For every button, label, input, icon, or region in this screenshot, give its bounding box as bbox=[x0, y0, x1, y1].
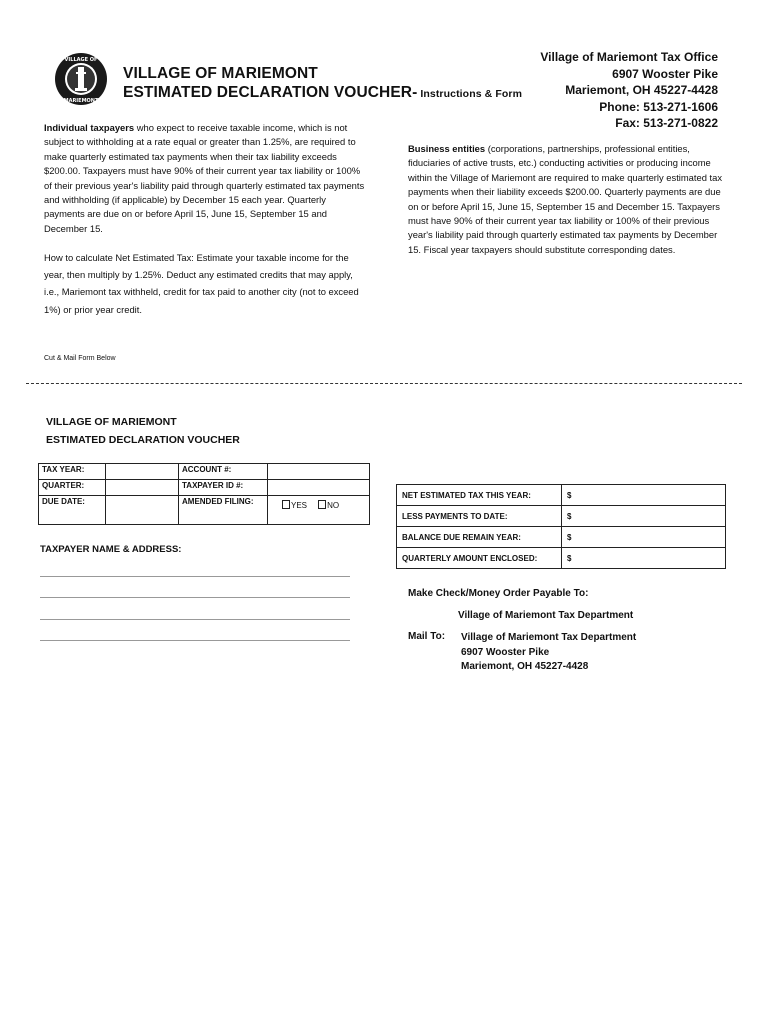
amended-filing-label: AMENDED FILING: bbox=[179, 496, 268, 525]
taxpayer-id-field[interactable] bbox=[268, 480, 370, 496]
document-title bbox=[123, 64, 522, 104]
village-seal-logo bbox=[54, 52, 108, 106]
amount-row-value[interactable]: $ bbox=[562, 485, 726, 506]
mail-line-3: Mariemont, OH 45227-4428 bbox=[461, 661, 589, 672]
mail-to-address bbox=[461, 631, 636, 675]
amounts-table bbox=[396, 484, 726, 569]
address-line-3[interactable] bbox=[40, 619, 350, 620]
address-line-2[interactable] bbox=[40, 597, 350, 598]
no-checkbox[interactable] bbox=[318, 500, 326, 509]
individual-taxpayers-paragraph bbox=[44, 121, 366, 236]
voucher-info-table bbox=[38, 463, 370, 525]
office-phone: Phone: 513-271-1606 bbox=[599, 99, 718, 114]
voucher-title-1: VILLAGE OF MARIEMONT bbox=[46, 416, 177, 428]
office-fax: Fax: 513-271-0822 bbox=[615, 116, 718, 130]
individual-lead: Individual taxpayers bbox=[44, 122, 135, 133]
title-subtitle: Instructions & Form bbox=[417, 88, 523, 100]
amount-row-label: QUARTERLY AMOUNT ENCLOSED: bbox=[397, 548, 562, 569]
tax-office-address bbox=[540, 49, 718, 132]
office-city: Mariemont, OH 45227-4428 bbox=[565, 83, 718, 97]
amount-row-label: LESS PAYMENTS TO DATE: bbox=[397, 506, 562, 527]
tax-year-field[interactable] bbox=[106, 464, 179, 480]
business-lead: Business entities bbox=[408, 143, 486, 154]
quarter-field[interactable] bbox=[106, 480, 179, 496]
cut-line bbox=[26, 383, 742, 384]
svg-text:VILLAGE OF: VILLAGE OF bbox=[64, 57, 98, 63]
voucher-title-2: ESTIMATED DECLARATION VOUCHER bbox=[46, 434, 240, 446]
address-line-4[interactable] bbox=[40, 640, 350, 641]
business-entities-paragraph bbox=[408, 142, 726, 257]
office-name: Village of Mariemont Tax Office bbox=[540, 50, 718, 64]
mail-to-label: Mail To: bbox=[408, 631, 446, 642]
title-line-2: ESTIMATED DECLARATION VOUCHER- Instructions & Form bbox=[123, 84, 523, 101]
address-line-1[interactable] bbox=[40, 576, 350, 577]
amount-row-value[interactable]: $ bbox=[562, 506, 726, 527]
yes-label: YES bbox=[291, 501, 308, 510]
voucher-title bbox=[46, 413, 240, 449]
account-label: ACCOUNT #: bbox=[179, 464, 268, 480]
title-line-1: VILLAGE OF MARIEMONT bbox=[123, 65, 318, 82]
taxpayer-name-address-label: TAXPAYER NAME & ADDRESS: bbox=[40, 544, 182, 555]
amount-row-label: NET ESTIMATED TAX THIS YEAR: bbox=[397, 485, 562, 506]
payable-to-label: Make Check/Money Order Payable To: bbox=[408, 588, 589, 599]
yes-checkbox[interactable] bbox=[282, 500, 290, 509]
payee-name: Village of Mariemont Tax Department bbox=[458, 610, 634, 621]
amount-row-value[interactable]: $ bbox=[562, 548, 726, 569]
mail-line-1: Village of Mariemont Tax Department bbox=[461, 632, 637, 643]
amended-options bbox=[268, 496, 370, 525]
office-street: 6907 Wooster Pike bbox=[612, 66, 718, 81]
net-estimated-tax-paragraph: How to calculate Net Estimated Tax: Estimate your taxable income for the year, then multiply by 1.25%. Deduct any estimated credits that may apply, i.e., Mariemont tax withheld, credit for tax paid to another city (not to exceed 1%) or prior year credit. bbox=[44, 252, 359, 315]
quarter-label: QUARTER: bbox=[39, 480, 106, 496]
taxpayer-id-label: TAXPAYER ID #: bbox=[179, 480, 268, 496]
account-field[interactable] bbox=[268, 464, 370, 480]
due-date-field[interactable] bbox=[106, 496, 179, 525]
cut-note: Cut & Mail Form Below bbox=[44, 355, 116, 362]
mail-line-2: 6907 Wooster Pike bbox=[461, 646, 550, 658]
amount-row-value[interactable]: $ bbox=[562, 527, 726, 548]
amount-row-label: BALANCE DUE REMAIN YEAR: bbox=[397, 527, 562, 548]
no-label: NO bbox=[327, 501, 340, 510]
due-date-label: DUE DATE: bbox=[39, 496, 106, 525]
tax-year-label: TAX YEAR: bbox=[39, 464, 106, 480]
business-body: (corporations, partnerships, professional entities, fiduciaries of active trusts, etc.) conducting activities or producing income within the Village of Mariemont are required to make quarterly estimated tax payments when their liability exceeds $200.00. Quarterly payments are due on or before April 15, June 15, September 15 and December 15. Taxpayers must have 90% of their current year tax liability or 100% of their previous year's liability paid through quarterly estimated tax payments by December 15. Fiscal year taxpayers should substitute corresponding dates. bbox=[408, 143, 723, 255]
individual-body: who expect to receive taxable income, which is not subject to withholding at a rate equal or greater than 1.25%, are required to make quarterly estimated tax payments when their tax liability exceeds $200.00. Taxpayers must have 90% of their current year tax liability or 100% of their previous year's liability paid through quarterly estimated tax payments and withholding (if applicable) by December 15 each year. Quarterly payments are due on or before April 15, June 15, September 15 and December 15. bbox=[44, 122, 365, 234]
svg-text:MARIEMONT: MARIEMONT bbox=[63, 98, 99, 104]
